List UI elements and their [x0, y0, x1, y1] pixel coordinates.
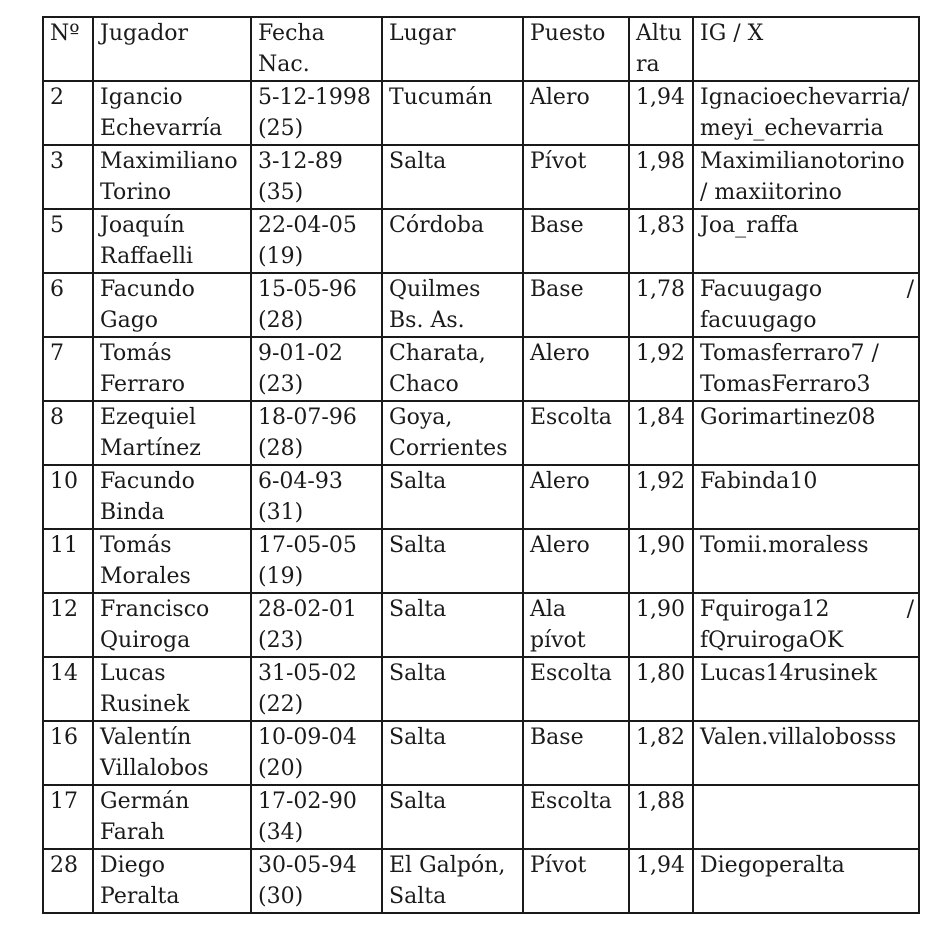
- cell-text-edad: (30): [258, 884, 304, 909]
- cell-jugador: [93, 209, 251, 273]
- cell-lugar: [382, 145, 523, 209]
- cell-text-ig-1: Gorimartinez08: [700, 405, 876, 430]
- cell-text-altura: 1,94: [636, 85, 685, 110]
- cell-puesto: [523, 81, 629, 145]
- cell-text-puesto-2: pívot: [530, 628, 586, 653]
- cell-puesto: [523, 785, 629, 849]
- cell-text-ig-1: Valen.villalobosss: [700, 725, 897, 750]
- cell-fecha: [251, 81, 382, 145]
- cell-num: [43, 81, 93, 145]
- cell-text-fecha: 30-05-94: [258, 853, 357, 878]
- cell-fecha: [251, 721, 382, 785]
- cell-jugador: [93, 785, 251, 849]
- cell-num: [43, 465, 93, 529]
- cell-text-fecha: 22-04-05: [258, 213, 357, 238]
- cell-text-apellido: Morales: [100, 564, 191, 589]
- cell-text-lugar-1: Quilmes: [389, 277, 481, 302]
- cell-text-nombre: Joaquín: [100, 213, 185, 238]
- cell-text-num: 3: [50, 149, 64, 174]
- cell-altura: [629, 593, 693, 657]
- cell-text-lugar-1: Goya,: [389, 405, 453, 430]
- cell-text-altura: 1,82: [636, 725, 685, 750]
- cell-lugar: [382, 785, 523, 849]
- cell-text-num: 17: [50, 789, 78, 814]
- cell-text-edad: (19): [258, 244, 304, 269]
- cell-fecha: [251, 401, 382, 465]
- table-row: [43, 273, 919, 337]
- header-lugar: Lugar: [382, 17, 523, 81]
- cell-text-num: 8: [50, 405, 64, 430]
- cell-altura: [629, 721, 693, 785]
- cell-text-nombre: Diego: [100, 853, 166, 878]
- cell-text-lugar-1: Tucumán: [389, 85, 493, 110]
- cell-jugador: [93, 81, 251, 145]
- cell-fecha: [251, 273, 382, 337]
- cell-fecha: [251, 337, 382, 401]
- cell-text-altura: 1,78: [636, 277, 685, 302]
- cell-text-lugar-2: Salta: [389, 884, 447, 909]
- cell-text-fecha: 18-07-96: [258, 405, 357, 430]
- cell-text-altura: 1,90: [636, 533, 685, 558]
- roster-table: [42, 16, 920, 914]
- cell-puesto: [523, 337, 629, 401]
- cell-num: [43, 721, 93, 785]
- cell-text-fecha: 15-05-96: [258, 277, 357, 302]
- cell-text-apellido: Torino: [100, 180, 172, 205]
- cell-text-num: 7: [50, 341, 64, 366]
- cell-altura: [629, 81, 693, 145]
- cell-num: [43, 337, 93, 401]
- cell-altura: [629, 273, 693, 337]
- cell-lugar: [382, 273, 523, 337]
- cell-text-lugar-1: Salta: [389, 725, 447, 750]
- table-row: [43, 849, 919, 913]
- cell-text-ig-1: Lucas14rusinek: [700, 661, 878, 686]
- cell-text-fecha: 10-09-04: [258, 725, 357, 750]
- cell-text-nombre: Germán: [100, 789, 190, 814]
- cell-jugador: [93, 849, 251, 913]
- cell-jugador: [93, 401, 251, 465]
- cell-text-altura: 1,98: [636, 149, 685, 174]
- cell-text-lugar-1: Salta: [389, 597, 447, 622]
- cell-altura: [629, 529, 693, 593]
- cell-lugar: [382, 721, 523, 785]
- cell-text-fecha: 3-12-89: [258, 149, 343, 174]
- cell-text-puesto-1: Escolta: [530, 789, 612, 814]
- cell-fecha: [251, 145, 382, 209]
- cell-text-altura: 1,94: [636, 853, 685, 878]
- header-row: [43, 17, 919, 81]
- cell-text-edad: (28): [258, 436, 304, 461]
- cell-text-altura: 1,92: [636, 341, 685, 366]
- cell-ig: [693, 145, 919, 209]
- cell-altura: [629, 145, 693, 209]
- table-row: [43, 593, 919, 657]
- cell-text-nombre: Valentín: [100, 725, 192, 750]
- cell-text-num: 10: [50, 469, 78, 494]
- cell-text-num: 2: [50, 85, 64, 110]
- cell-text-altura: 1,88: [636, 789, 685, 814]
- header-altura: Altu ra: [629, 17, 693, 81]
- cell-text-apellido: Gago: [100, 308, 159, 333]
- cell-text-ig-1: Diegoperalta: [700, 853, 845, 878]
- cell-jugador: [93, 465, 251, 529]
- cell-jugador: [93, 529, 251, 593]
- cell-text-lugar-1: Salta: [389, 149, 447, 174]
- cell-text-edad: (34): [258, 820, 304, 845]
- cell-jugador: [93, 145, 251, 209]
- cell-fecha: [251, 465, 382, 529]
- cell-num: [43, 593, 93, 657]
- cell-text-ig-2: facuugago: [700, 308, 817, 333]
- table-row: [43, 465, 919, 529]
- cell-text-nombre: Ezequiel: [100, 405, 197, 430]
- cell-puesto: [523, 849, 629, 913]
- cell-text-apellido: Rusinek: [100, 692, 190, 717]
- cell-puesto: [523, 273, 629, 337]
- cell-altura: [629, 337, 693, 401]
- cell-lugar: [382, 593, 523, 657]
- cell-text-num: 16: [50, 725, 78, 750]
- cell-text-fecha: 28-02-01: [258, 597, 357, 622]
- cell-ig: [693, 529, 919, 593]
- cell-ig: [693, 657, 919, 721]
- cell-text-num: 12: [50, 597, 78, 622]
- cell-text-apellido: Peralta: [100, 884, 180, 909]
- cell-text-ig-1b: /: [906, 597, 914, 622]
- cell-ig: [693, 593, 919, 657]
- cell-text-edad: (35): [258, 180, 304, 205]
- cell-jugador: [93, 593, 251, 657]
- table-row: [43, 145, 919, 209]
- cell-text-edad: (28): [258, 308, 304, 333]
- cell-fecha: [251, 785, 382, 849]
- cell-puesto: [523, 593, 629, 657]
- table-row: [43, 209, 919, 273]
- cell-ig: [693, 273, 919, 337]
- cell-fecha: [251, 529, 382, 593]
- cell-text-fecha: 5-12-1998: [258, 85, 371, 110]
- cell-num: [43, 145, 93, 209]
- cell-text-nombre: Maximiliano: [100, 149, 238, 174]
- cell-text-ig-1b: /: [906, 277, 914, 302]
- cell-altura: [629, 657, 693, 721]
- cell-text-edad: (20): [258, 756, 304, 781]
- header-fecha: Fecha Nac.: [251, 17, 382, 81]
- cell-text-fecha: 17-05-05: [258, 533, 357, 558]
- cell-text-ig-2: TomasFerraro3: [700, 372, 871, 397]
- header-num: Nº: [43, 17, 93, 81]
- cell-text-nombre: Lucas: [100, 661, 166, 686]
- cell-text-apellido: Ferraro: [100, 372, 185, 397]
- cell-text-altura: 1,84: [636, 405, 685, 430]
- cell-text-edad: (22): [258, 692, 304, 717]
- cell-num: [43, 849, 93, 913]
- cell-text-fecha: 31-05-02: [258, 661, 357, 686]
- cell-text-apellido: Binda: [100, 500, 165, 525]
- cell-text-ig-1: Joa_raffa: [700, 213, 799, 238]
- table-row: [43, 401, 919, 465]
- header-ig: IG / X: [693, 17, 919, 81]
- cell-lugar: [382, 337, 523, 401]
- cell-ig: [693, 81, 919, 145]
- cell-text-apellido: Farah: [100, 820, 165, 845]
- cell-text-puesto-1: Alero: [530, 469, 590, 494]
- cell-num: [43, 209, 93, 273]
- table-row: [43, 337, 919, 401]
- cell-text-fecha: 6-04-93: [258, 469, 343, 494]
- table-row: [43, 785, 919, 849]
- cell-text-lugar-1: Salta: [389, 789, 447, 814]
- cell-ig: [693, 849, 919, 913]
- cell-text-altura: 1,83: [636, 213, 685, 238]
- cell-text-ig-1: Ignacioechevarria/: [700, 85, 910, 110]
- cell-puesto: [523, 209, 629, 273]
- cell-lugar: [382, 401, 523, 465]
- cell-num: [43, 529, 93, 593]
- cell-jugador: [93, 273, 251, 337]
- cell-text-num: 28: [50, 853, 78, 878]
- cell-text-puesto-1: Pívot: [530, 853, 587, 878]
- cell-ig: [693, 337, 919, 401]
- cell-text-ig-1: Fquiroga12: [700, 597, 830, 622]
- cell-ig: [693, 721, 919, 785]
- cell-text-num: 11: [50, 533, 78, 558]
- cell-text-altura: 1,92: [636, 469, 685, 494]
- cell-text-edad: (23): [258, 628, 304, 653]
- cell-lugar: [382, 529, 523, 593]
- cell-text-fecha: 17-02-90: [258, 789, 357, 814]
- cell-ig: [693, 785, 919, 849]
- table-row: [43, 657, 919, 721]
- cell-text-ig-1: Tomasferraro7 /: [700, 341, 879, 366]
- cell-text-puesto-1: Ala: [530, 597, 567, 622]
- cell-text-nombre: Facundo: [100, 469, 195, 494]
- cell-text-puesto-1: Alero: [530, 533, 590, 558]
- cell-text-nombre: Tomás: [100, 533, 172, 558]
- table-row: [43, 529, 919, 593]
- cell-lugar: [382, 465, 523, 529]
- table-row: [43, 81, 919, 145]
- cell-ig: [693, 209, 919, 273]
- cell-text-puesto-1: Base: [530, 277, 584, 302]
- cell-text-lugar-1: Salta: [389, 661, 447, 686]
- cell-altura: [629, 849, 693, 913]
- cell-text-lugar-2: Corrientes: [389, 436, 508, 461]
- cell-text-num: 5: [50, 213, 64, 238]
- cell-text-nombre: Igancio: [100, 85, 183, 110]
- cell-text-edad: (31): [258, 500, 304, 525]
- cell-altura: [629, 401, 693, 465]
- cell-text-lugar-1: Salta: [389, 533, 447, 558]
- cell-fecha: [251, 209, 382, 273]
- cell-text-apellido: Echevarría: [100, 116, 223, 141]
- cell-jugador: [93, 337, 251, 401]
- cell-text-ig-2: / maxiitorino: [700, 180, 842, 205]
- cell-puesto: [523, 145, 629, 209]
- cell-puesto: [523, 721, 629, 785]
- cell-text-ig-2: meyi_echevarria: [700, 116, 884, 141]
- header-puesto: Puesto: [523, 17, 629, 81]
- cell-altura: [629, 785, 693, 849]
- cell-text-ig-1: Maximilianotorino: [700, 149, 905, 174]
- cell-text-puesto-1: Pívot: [530, 149, 587, 174]
- cell-text-puesto-1: Base: [530, 213, 584, 238]
- cell-lugar: [382, 81, 523, 145]
- cell-fecha: [251, 657, 382, 721]
- cell-text-num: 6: [50, 277, 64, 302]
- cell-text-puesto-1: Escolta: [530, 661, 612, 686]
- table-row: [43, 721, 919, 785]
- cell-text-lugar-1: Charata,: [389, 341, 486, 366]
- cell-text-lugar-1: El Galpón,: [389, 853, 506, 878]
- cell-text-lugar-2: Chaco: [389, 372, 459, 397]
- cell-text-nombre: Tomás: [100, 341, 172, 366]
- cell-num: [43, 273, 93, 337]
- cell-num: [43, 657, 93, 721]
- header-jugador: Jugador: [93, 17, 251, 81]
- cell-text-altura: 1,90: [636, 597, 685, 622]
- cell-text-nombre: Francisco: [100, 597, 210, 622]
- cell-altura: [629, 209, 693, 273]
- cell-puesto: [523, 529, 629, 593]
- cell-text-ig-1: Facuugago: [700, 277, 823, 302]
- cell-text-apellido: Raffaelli: [100, 244, 194, 269]
- cell-puesto: [523, 401, 629, 465]
- cell-fecha: [251, 849, 382, 913]
- cell-text-lugar-2: Bs. As.: [389, 308, 465, 333]
- cell-puesto: [523, 657, 629, 721]
- cell-text-apellido: Quiroga: [100, 628, 191, 653]
- cell-text-fecha: 9-01-02: [258, 341, 343, 366]
- cell-num: [43, 785, 93, 849]
- cell-text-puesto-1: Base: [530, 725, 584, 750]
- cell-text-apellido: Martínez: [100, 436, 201, 461]
- cell-text-altura: 1,80: [636, 661, 685, 686]
- cell-text-edad: (19): [258, 564, 304, 589]
- cell-text-puesto-1: Alero: [530, 341, 590, 366]
- cell-text-puesto-1: Alero: [530, 85, 590, 110]
- cell-text-puesto-1: Escolta: [530, 405, 612, 430]
- cell-num: [43, 401, 93, 465]
- cell-text-lugar-1: Córdoba: [389, 213, 485, 238]
- cell-text-ig-1: Fabinda10: [700, 469, 818, 494]
- cell-lugar: [382, 209, 523, 273]
- cell-text-ig-2: fQruirogaOK: [700, 628, 844, 653]
- cell-ig: [693, 465, 919, 529]
- cell-text-lugar-1: Salta: [389, 469, 447, 494]
- cell-jugador: [93, 657, 251, 721]
- cell-text-ig-1: Tomii.moraless: [700, 533, 869, 558]
- cell-text-apellido: Villalobos: [100, 756, 209, 781]
- cell-jugador: [93, 721, 251, 785]
- cell-text-edad: (23): [258, 372, 304, 397]
- cell-ig: [693, 401, 919, 465]
- cell-altura: [629, 465, 693, 529]
- cell-text-nombre: Facundo: [100, 277, 195, 302]
- cell-fecha: [251, 593, 382, 657]
- cell-puesto: [523, 465, 629, 529]
- cell-text-edad: (25): [258, 116, 304, 141]
- cell-text-num: 14: [50, 661, 78, 686]
- cell-lugar: [382, 849, 523, 913]
- cell-lugar: [382, 657, 523, 721]
